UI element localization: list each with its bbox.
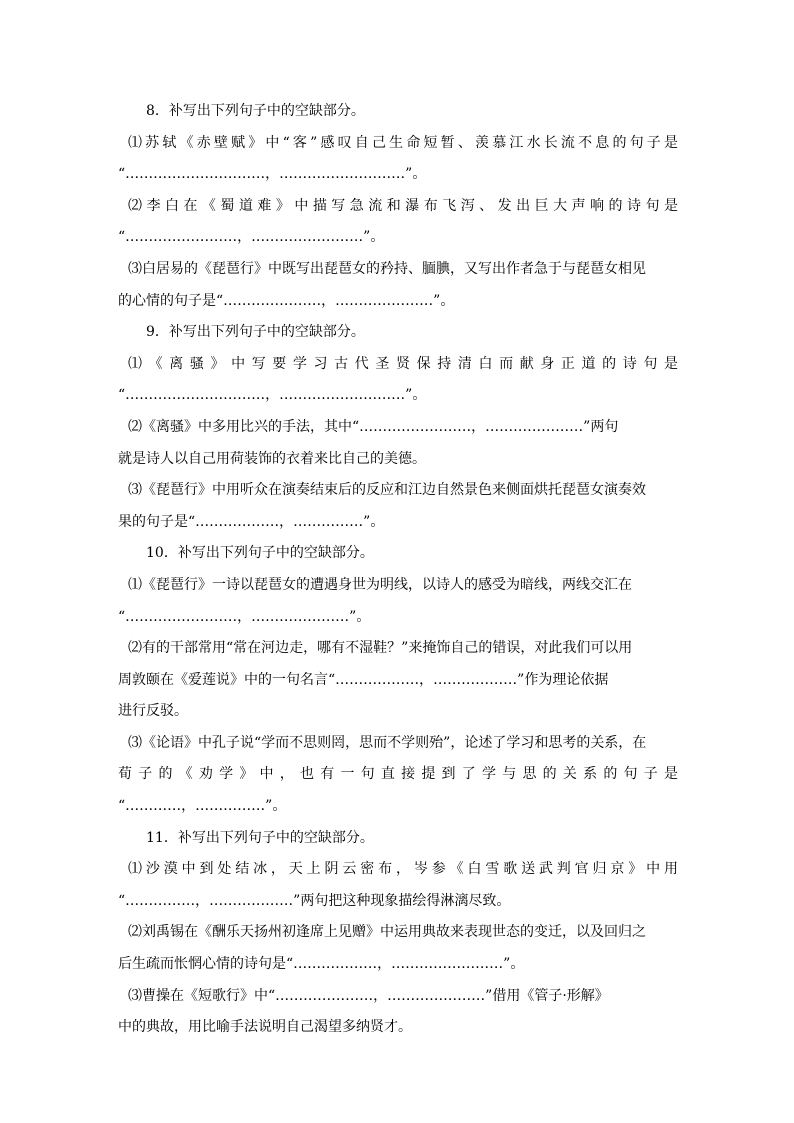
question-line: “……………，………………”两句把这种现象描绘得淋漓尽致。	[118, 892, 511, 909]
question-heading: 9．补写出下列句子中的空缺部分。	[146, 324, 365, 341]
question-8	[118, 96, 678, 317]
question-line: ⑴沙漠中到处结冰，天上阴云密布，岑参《白雪歌送武判官归京》中用	[128, 861, 678, 878]
question-line: ⑶《琵琶行》中用听众在演奏结束后的反应和江边自然景色来侧面烘托琵琶女演奏效	[128, 482, 646, 499]
question-line: 荀子的《劝学》中，也有一句直接提到了学与思的关系的句子是	[118, 766, 678, 783]
question-line: ⑶《论语》中孔子说“学而不思则罔，思而不学则殆”，论述了学习和思考的关系，在	[128, 734, 647, 751]
question-line: “…………………………，………………………”。	[118, 166, 427, 183]
document-page	[118, 96, 678, 1044]
question-10	[118, 538, 678, 822]
question-line: “……………………，……………………”。	[118, 229, 385, 246]
question-line: ⑵刘禹锡在《酬乐天扬州初逢席上见赠》中运用典故来表现世态的变迁，以及回归之	[128, 924, 646, 941]
question-line: ⑶白居易的《琵琶行》中既写出琵琶女的矜持、腼腆，又写出作者急于与琵琶女相见	[128, 260, 646, 277]
question-line: ⑵《离骚》中多用比兴的手法，其中“……………………，…………………”两句	[128, 418, 619, 435]
question-line: ⑴《离骚》中写要学习古代圣贤保持清白而献身正道的诗句是	[128, 355, 678, 372]
question-line: 后生疏而怅惘心情的诗句是“………………，……………………”。	[118, 956, 525, 973]
question-line: 的心情的句子是“…………………，…………………”。	[118, 292, 455, 309]
question-line: ⑶曹操在《短歌行》中“…………………，…………………”借用《管子·形解》	[128, 987, 609, 1004]
question-line: ⑴《琵琶行》一诗以琵琶女的遭遇身世为明线，以诗人的感受为暗线，两线交汇在	[128, 576, 632, 593]
question-11	[118, 823, 678, 1044]
question-line: “…………，……………”。	[118, 798, 287, 815]
question-line: 就是诗人以自己用荷装饰的衣着来比自己的美德。	[118, 450, 426, 467]
question-line: “…………………………，………………………”。	[118, 387, 427, 404]
question-line: 周敦颐在《爱莲说》中的一句名言“………………，………………”作为理论依据	[118, 671, 609, 688]
question-line: “……………………，…………………”。	[118, 608, 371, 625]
question-line: ⑵有的干部常用“常在河边走，哪有不湿鞋？”来掩饰自己的错误，对此我们可以用	[128, 640, 633, 657]
question-line: ⑵李白在《蜀道难》中描写急流和瀑布飞泻、发出巨大声响的诗句是	[128, 197, 678, 214]
question-heading: 11．补写出下列句子中的空缺部分。	[146, 829, 374, 846]
question-heading: 10．补写出下列句子中的空缺部分。	[146, 545, 374, 562]
question-9	[118, 317, 678, 538]
question-line: 中的典故，用比喻手法说明自己渴望多纳贤才。	[118, 1019, 412, 1036]
question-heading: 8．补写出下列句子中的空缺部分。	[146, 103, 365, 119]
question-line: ⑴苏轼《赤壁赋》中“客”感叹自己生命短暂、羡慕江水长流不息的句子是	[128, 134, 678, 151]
question-line: 果的句子是“………………，……………”。	[118, 513, 385, 530]
question-line: 进行反驳。	[118, 703, 188, 720]
